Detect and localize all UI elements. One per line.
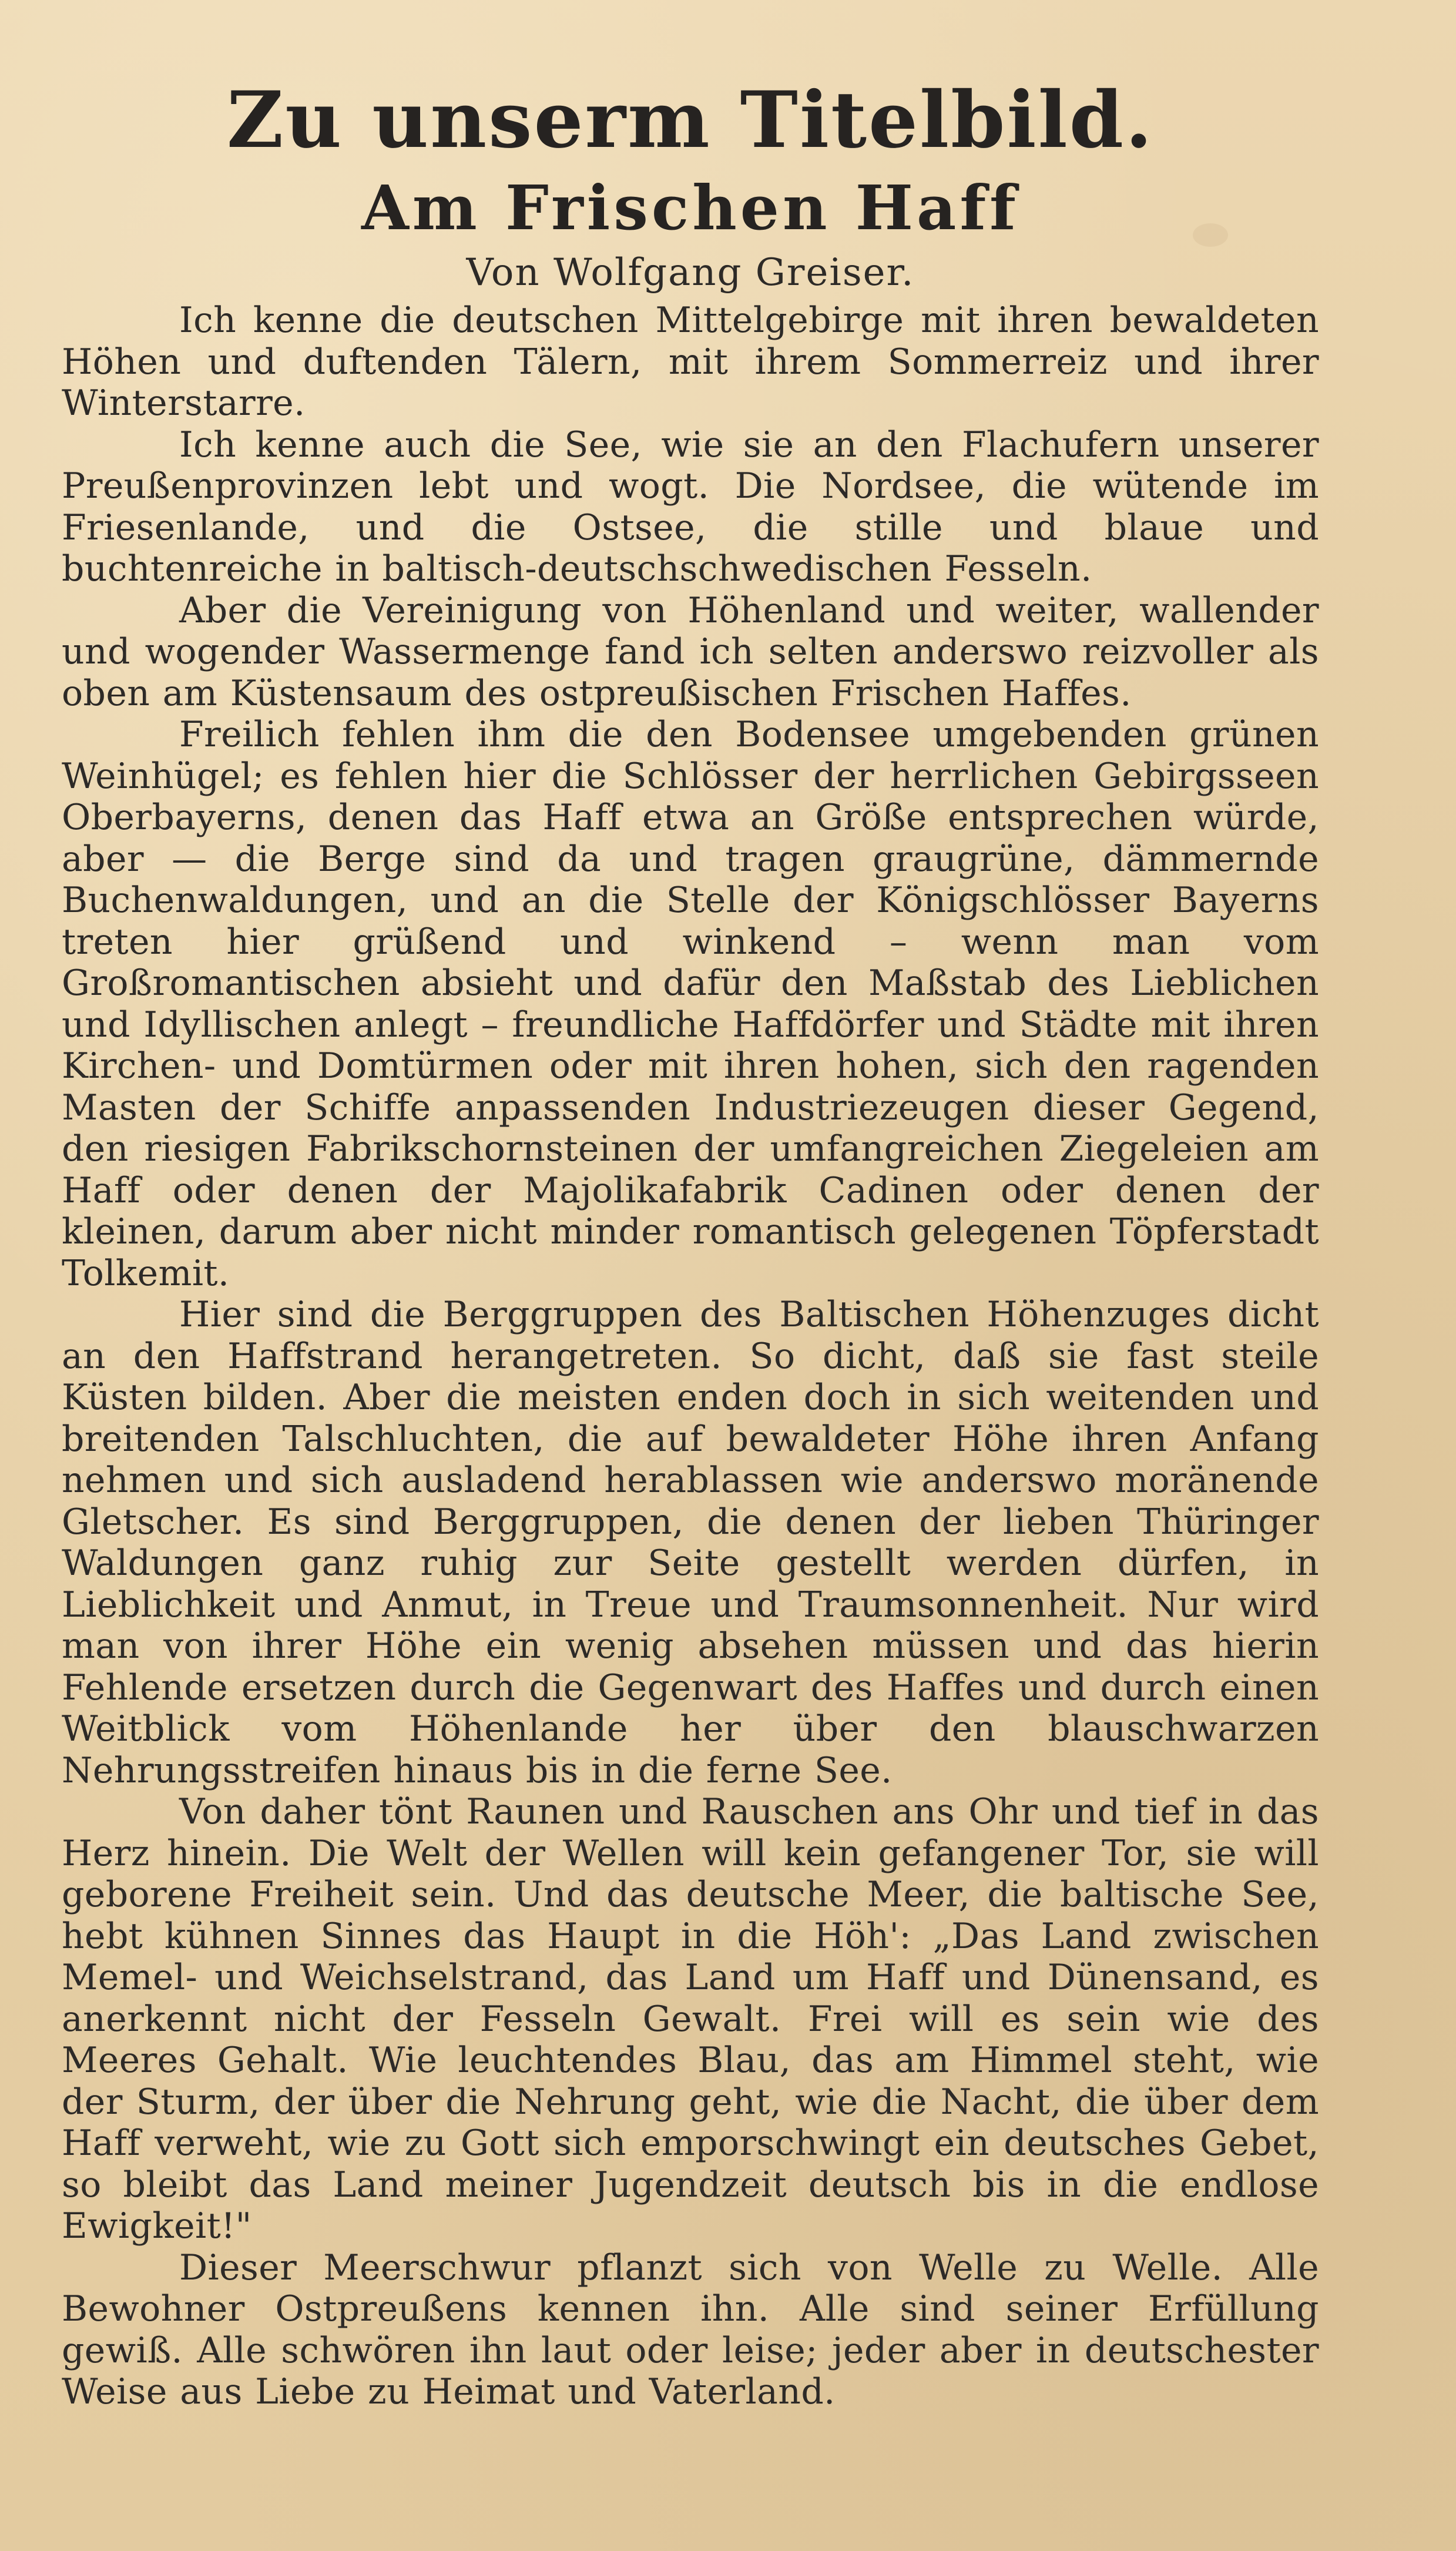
paragraph: Ich kenne auch die See, wie sie an den Flachufern unserer Preußenprovinzen lebt und wogt. Die Nordsee, die wütende im Friesenlande, und die Ostsee, die stille und blaue und buchtenreiche in baltisch-deutschschwedischen Fesseln. bbox=[62, 424, 1319, 589]
article-subtitle: Am Frischen Haff bbox=[361, 172, 1019, 244]
paragraph: Aber die Vereinigung von Höhenland und weiter, wallender und wogender Wassermenge fand ich selten anderswo reizvoller als oben am Küstensaum des ostpreußischen Frischen Haffes. bbox=[62, 589, 1319, 714]
paragraph: Von daher tönt Raunen und Rauschen ans Ohr und tief in das Herz hinein. Die Welt der Wellen will kein gefangener Tor, sie will geborene Freiheit sein. Und das deutsche Meer, die baltische See, hebt kühnen Sinnes das Haupt in die Höh': „Das Land zwischen Memel- und Weichselstrand, das Land um Haff und Dünensand, es anerkennt nicht der Fesseln Gewalt. Frei will es sein wie des Meeres Gehalt. Wie leuchtendes Blau, das am Himmel steht, wie der Sturm, der über die Nehrung geht, wie die Nacht, die über dem Haff verweht, wie zu Gott sich emporschwingt ein deutsches Gebet, so bleibt das Land meiner Jugendzeit deutsch bis in die endlose Ewigkeit!" bbox=[62, 1791, 1319, 2247]
article bbox=[62, 76, 1319, 2413]
paragraph: Freilich fehlen ihm die den Bodensee umgebenden grünen Weinhügel; es fehlen hier die Schlösser der herrlichen Gebirgsseen Oberbayerns, denen das Haff etwa an Größe entsprechen würde, aber — die Berge sind da und tragen graugrüne, dämmernde Buchenwaldungen, und an die Stelle der Königschlösser Bayerns treten hier grüßend und winkend – wenn man vom Großromantischen absieht und dafür den Maßstab des Lieblichen und Idyllischen anlegt – freundliche Haffdörfer und Städte mit ihren Kirchen- und Domtürmen oder mit ihren hohen, sich den ragenden Masten der Schiffe anpassenden Industriezeugen dieser Gegend, den riesigen Fabrikschornsteinen der umfangreichen Ziegeleien am Haff oder denen der Majolikafabrik Cadinen oder denen der kleinen, darum aber nicht minder romantisch gelegenen Töpferstadt Tolkemit. bbox=[62, 714, 1319, 1294]
paragraph: Dieser Meerschwur pflanzt sich von Welle zu Welle. Alle Bewohner Ostpreußens kennen ihn. Alle sind seiner Erfüllung gewiß. Alle schwören ihn laut oder leise; jeder aber in deutschester Weise aus Liebe zu Heimat und Vaterland. bbox=[62, 2247, 1319, 2412]
paragraph: Ich kenne die deutschen Mittelgebirge mit ihren bewaldeten Höhen und duftenden Tälern, mit ihrem Sommerreiz und ihrer Winterstarre. bbox=[62, 300, 1319, 424]
article-title: Zu unserm Titelbild. bbox=[227, 75, 1154, 166]
paragraph: Hier sind die Berggruppen des Baltischen Höhenzuges dicht an den Haffstrand herangetreten. So dicht, daß sie fast steile Küsten bilden. Aber die meisten enden doch in sich weitenden und breitenden Talschluchten, die auf bewaldeter Höhe ihren Anfang nehmen und sich ausladend herablassen wie anderswo moränende Gletscher. Es sind Berggruppen, die denen der lieben Thüringer Waldungen ganz ruhig zur Seite gestellt werden dürfen, in Lieblichkeit und Anmut, in Treue und Traumsonnenheit. Nur wird man von ihrer Höhe ein wenig absehen müssen und das hierin Fehlende ersetzen durch die Gegenwart des Haffes und durch einen Weitblick vom Höhenlande her über den blauschwarzen Nehrungsstreifen hinaus bis in die ferne See. bbox=[62, 1294, 1319, 1791]
article-byline: Von Wolfgang Greiser. bbox=[466, 251, 915, 294]
article-body bbox=[62, 300, 1319, 2413]
